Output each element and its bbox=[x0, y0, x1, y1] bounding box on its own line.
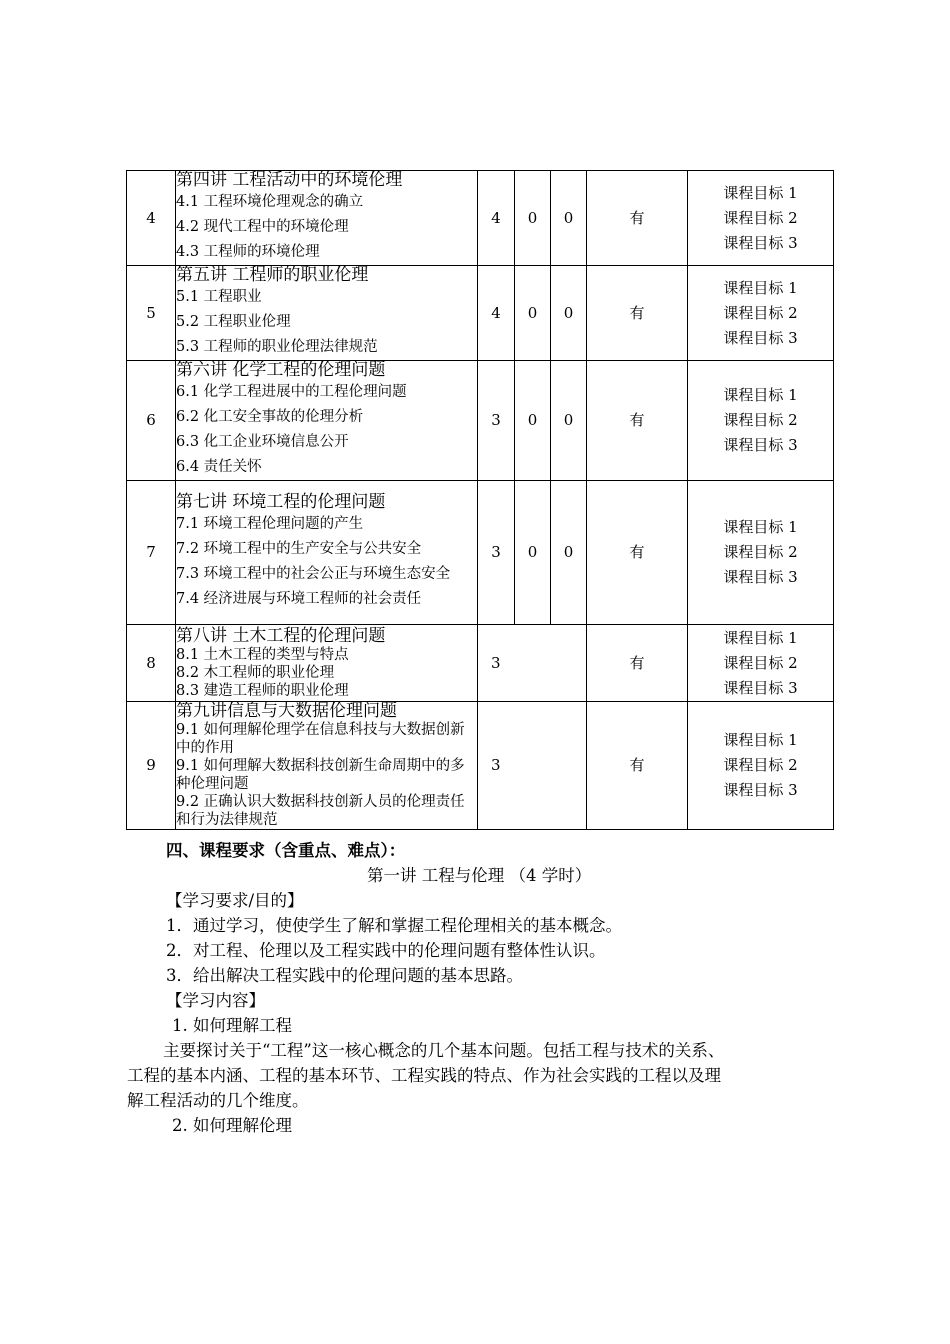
hours-lecture: 4 bbox=[478, 266, 515, 361]
goal-item: 课程目标 1 bbox=[723, 386, 798, 404]
topic-item: 8.1 土木工程的类型与特点 bbox=[176, 646, 349, 663]
goal-heading: 【学习要求/目的】 bbox=[166, 891, 304, 910]
goal-item: 课程目标 3 bbox=[723, 233, 798, 252]
topic-item: 5.2 工程职业伦理 bbox=[176, 314, 291, 330]
goal-item: 课程目标 1 bbox=[723, 183, 798, 202]
lecture-title: 第四讲 工程活动中的环境伦理 bbox=[176, 170, 403, 190]
ideological-flag: 有 bbox=[587, 361, 688, 481]
topic-item: 7.4 经济进展与环境工程师的社会责任 bbox=[176, 591, 422, 607]
topic-item: 9.2 正确认识大数据科技创新人员的伦理责任和行为法律规范 bbox=[176, 794, 465, 828]
lecture-number: 9 bbox=[127, 702, 176, 830]
lecture-content bbox=[176, 171, 478, 266]
paragraph-line: 解工程活动的几个维度。 bbox=[127, 1091, 309, 1110]
table-row bbox=[127, 266, 834, 361]
lecture-number: 8 bbox=[127, 625, 176, 702]
topic-item: 7.3 环境工程中的社会公正与环境生态安全 bbox=[176, 566, 451, 582]
hours-lecture: 4 bbox=[478, 171, 515, 266]
hours-other: 0 bbox=[551, 266, 587, 361]
goal-item: 课程目标 3 bbox=[723, 568, 798, 586]
ideological-flag: 有 bbox=[587, 171, 688, 266]
table-row bbox=[127, 702, 834, 830]
lecture-title: 第五讲 工程师的职业伦理 bbox=[176, 265, 369, 285]
hours-experiment: 0 bbox=[515, 266, 551, 361]
course-goals bbox=[688, 481, 834, 625]
hours-experiment: 0 bbox=[515, 481, 551, 625]
goal-item: 课程目标 2 bbox=[723, 543, 798, 561]
hours-lecture: 3 bbox=[478, 702, 587, 830]
lecture-content bbox=[176, 361, 478, 481]
topic-item: 6.2 化工安全事故的伦理分析 bbox=[176, 409, 364, 425]
lecture-title: 第七讲 环境工程的伦理问题 bbox=[176, 492, 386, 512]
course-goals bbox=[688, 171, 834, 266]
lecture-title: 第九讲信息与大数据伦理问题 bbox=[176, 701, 397, 721]
content-item: 2. 如何理解伦理 bbox=[172, 1116, 292, 1135]
lecture-number: 7 bbox=[127, 481, 176, 625]
course-goals bbox=[688, 625, 834, 702]
hours-experiment: 0 bbox=[515, 171, 551, 266]
topic-item: 6.1 化学工程进展中的工程伦理问题 bbox=[176, 384, 407, 400]
hours-lecture: 3 bbox=[478, 625, 587, 702]
lecture-content bbox=[176, 702, 478, 830]
topic-item: 6.4 责任关怀 bbox=[176, 459, 262, 475]
goal-item: 2．对工程、伦理以及工程实践中的伦理问题有整体性认识。 bbox=[166, 941, 606, 960]
table-row bbox=[127, 361, 834, 481]
topic-item: 5.3 工程师的职业伦理法律规范 bbox=[176, 339, 378, 355]
topic-item: 8.2 木工程师的职业伦理 bbox=[176, 664, 335, 681]
goal-item: 课程目标 1 bbox=[723, 518, 798, 536]
topic-item: 6.3 化工企业环境信息公开 bbox=[176, 434, 349, 450]
content-heading: 【学习内容】 bbox=[166, 991, 265, 1010]
hours-other: 0 bbox=[551, 171, 587, 266]
course-schedule-table bbox=[126, 170, 834, 830]
goal-item: 课程目标 3 bbox=[723, 328, 798, 347]
ideological-flag: 有 bbox=[587, 481, 688, 625]
goal-item: 课程目标 3 bbox=[723, 781, 798, 799]
lecture-number: 4 bbox=[127, 171, 176, 266]
lecture-number: 6 bbox=[127, 361, 176, 481]
goal-item: 1．通过学习，使使学生了解和掌握工程伦理相关的基本概念。 bbox=[166, 916, 622, 935]
lecture-title: 第八讲 土木工程的伦理问题 bbox=[176, 625, 386, 646]
content-item: 1. 如何理解工程 bbox=[172, 1016, 292, 1035]
course-goals bbox=[688, 266, 834, 361]
goal-item: 课程目标 1 bbox=[723, 628, 798, 647]
goal-item: 3．给出解决工程实践中的伦理问题的基本思路。 bbox=[166, 966, 523, 985]
hours-lecture: 3 bbox=[478, 481, 515, 625]
lecture-number: 5 bbox=[127, 266, 176, 361]
topic-item: 9.1 如何理解大数据科技创新生命周期中的多种伦理问题 bbox=[176, 758, 465, 792]
ideological-flag: 有 bbox=[587, 625, 688, 702]
lecture-title: 第一讲 工程与伦理 （4 学时） bbox=[367, 866, 592, 885]
course-goals bbox=[688, 361, 834, 481]
lecture-content bbox=[176, 266, 478, 361]
topic-item: 4.3 工程师的环境伦理 bbox=[176, 244, 320, 260]
table-row bbox=[127, 171, 834, 266]
topic-item: 7.1 环境工程伦理问题的产生 bbox=[176, 516, 364, 532]
topic-item: 8.3 建造工程师的职业伦理 bbox=[176, 682, 349, 699]
hours-other: 0 bbox=[551, 481, 587, 625]
goal-item: 课程目标 1 bbox=[723, 278, 798, 297]
course-goals bbox=[688, 702, 834, 830]
ideological-flag: 有 bbox=[587, 702, 688, 830]
goal-item: 课程目标 2 bbox=[723, 756, 798, 774]
topic-item: 4.1 工程环境伦理观念的确立 bbox=[176, 194, 364, 210]
table-row bbox=[127, 481, 834, 625]
hours-experiment: 0 bbox=[515, 361, 551, 481]
topic-item: 5.1 工程职业 bbox=[176, 289, 262, 305]
goal-item: 课程目标 3 bbox=[723, 678, 798, 697]
section-heading: 四、课程要求（含重点、难点）： bbox=[166, 841, 406, 860]
ideological-flag: 有 bbox=[587, 266, 688, 361]
paragraph-line: 主要探讨关于“工程”这一核心概念的几个基本问题。包括工程与技术的关系、 bbox=[163, 1041, 725, 1060]
lecture-content bbox=[176, 625, 478, 702]
goal-item: 课程目标 2 bbox=[723, 653, 798, 672]
goal-item: 课程目标 3 bbox=[723, 436, 798, 454]
paragraph-line: 工程的基本内涵、工程的基本环节、工程实践的特点、作为社会实践的工程以及理 bbox=[127, 1066, 721, 1085]
topic-item: 4.2 现代工程中的环境伦理 bbox=[176, 219, 349, 235]
lecture-title: 第六讲 化学工程的伦理问题 bbox=[176, 360, 386, 380]
lecture-content bbox=[176, 481, 478, 625]
goal-item: 课程目标 2 bbox=[723, 208, 798, 227]
hours-other: 0 bbox=[551, 361, 587, 481]
goal-item: 课程目标 2 bbox=[723, 411, 798, 429]
goal-item: 课程目标 2 bbox=[723, 303, 798, 322]
topic-item: 9.1 如何理解伦理学在信息科技与大数据创新中的作用 bbox=[176, 722, 465, 756]
hours-lecture: 3 bbox=[478, 361, 515, 481]
table-row bbox=[127, 625, 834, 702]
topic-item: 7.2 环境工程中的生产安全与公共安全 bbox=[176, 541, 422, 557]
goal-item: 课程目标 1 bbox=[723, 731, 798, 749]
